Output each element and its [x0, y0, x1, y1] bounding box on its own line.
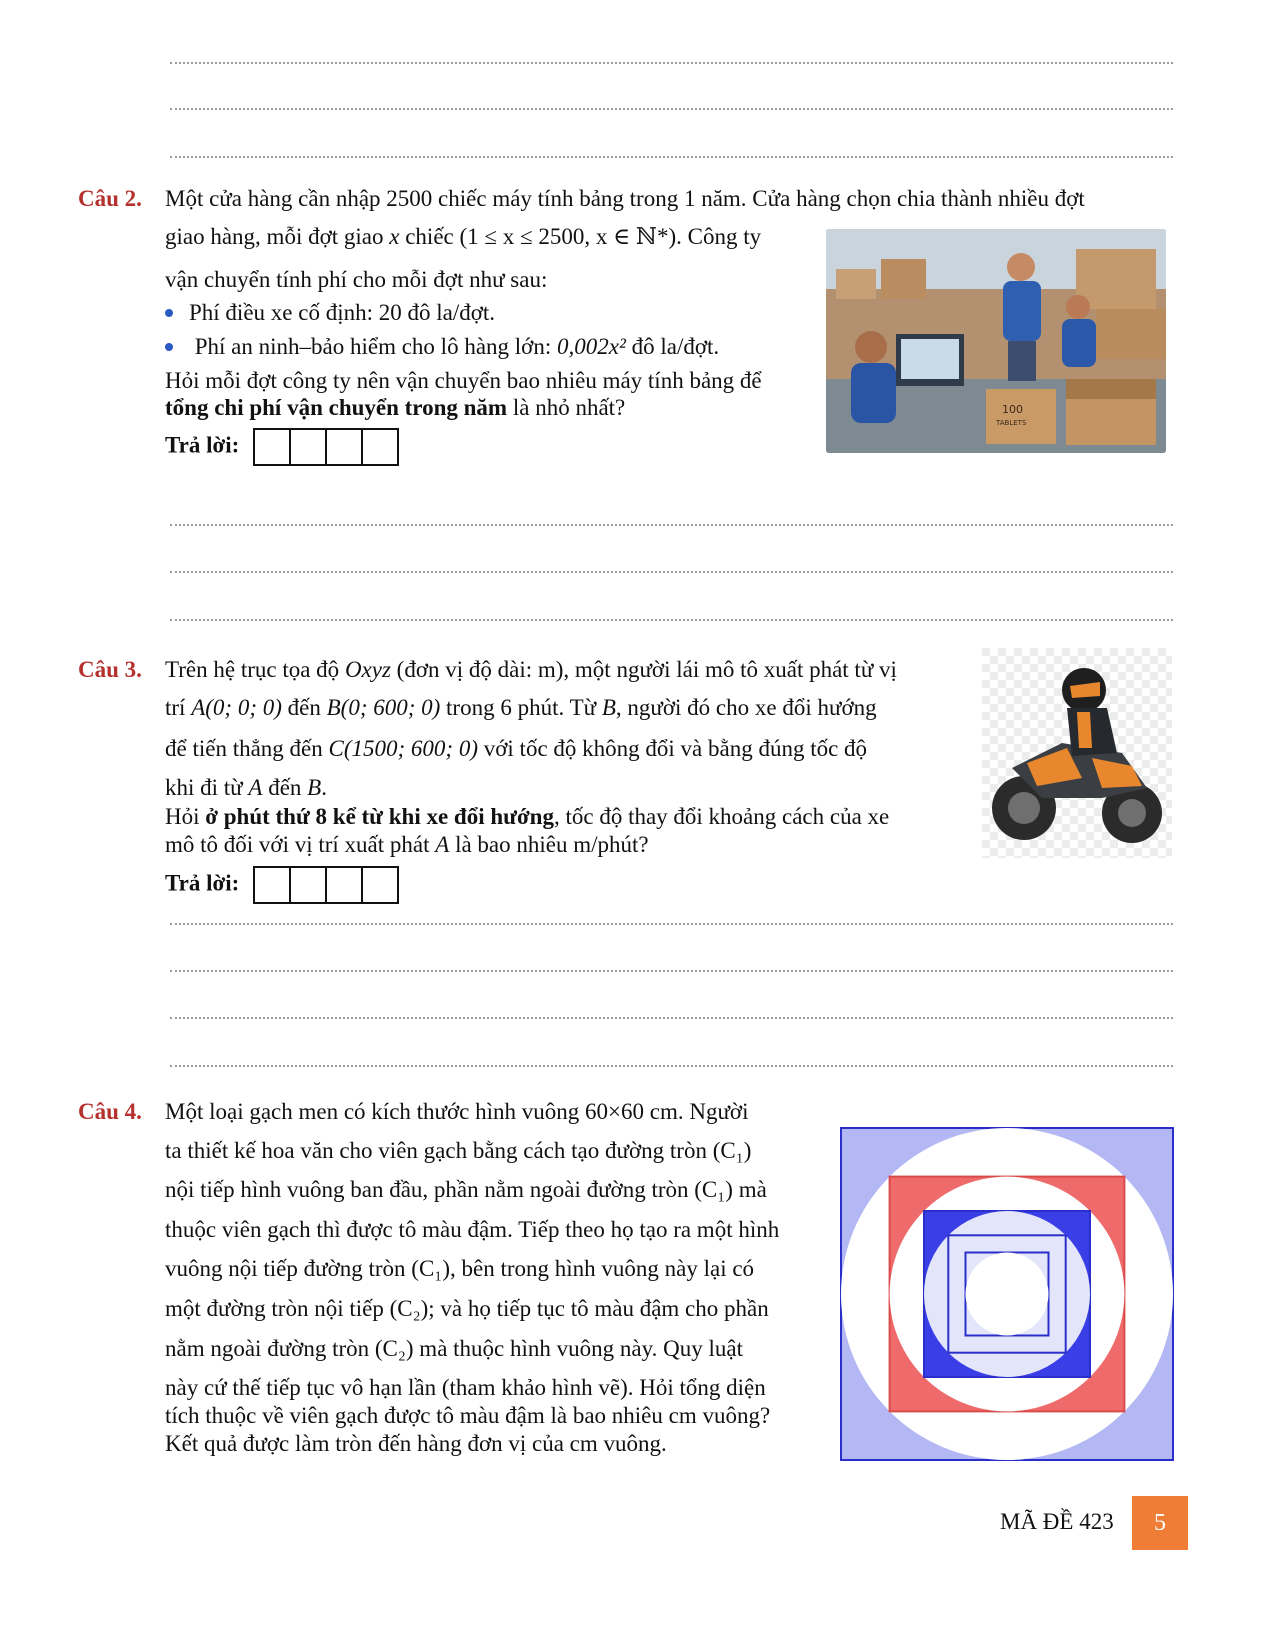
- q3-text: khi đi từ: [165, 775, 249, 800]
- answer-box[interactable]: [289, 866, 327, 904]
- q2-text: chiếc: [399, 224, 460, 249]
- dotted-line: [170, 1065, 1173, 1067]
- exam-code: MÃ ĐỀ 423: [1000, 1509, 1114, 1534]
- answer-box[interactable]: [289, 428, 327, 466]
- q3-line-5: [165, 802, 889, 832]
- question-3-label: Câu 3.: [78, 657, 142, 682]
- q2-question-line-2: [165, 393, 625, 423]
- dotted-line: [170, 571, 1173, 573]
- q2-bold-text: tổng chi phí vận chuyển trong năm: [165, 395, 508, 420]
- q2-text: Phí an ninh–bảo hiểm cho lô hàng lớn:: [194, 334, 557, 359]
- q2-text: đô la/đợt.: [625, 334, 720, 359]
- answer-box[interactable]: [325, 428, 363, 466]
- q4-line-1: Một loại gạch men có kích thước hình vuông 60×60 cm. Người: [165, 1099, 749, 1124]
- dotted-line: [170, 1017, 1173, 1019]
- motorcycle-illustration: [982, 648, 1172, 858]
- dotted-line: [170, 619, 1173, 621]
- q3-text: Trên hệ trục tọa độ: [165, 657, 345, 682]
- q2-question-line: Hỏi mỗi đợt công ty nên vận chuyển bao nhiêu máy tính bảng để: [165, 368, 762, 393]
- dotted-line: [170, 923, 1173, 925]
- q4-line-8: này cứ thế tiếp tục vô hạn lần (tham khảo hình vẽ). Hỏi tổng diện: [165, 1375, 766, 1400]
- dotted-line: [170, 970, 1173, 972]
- answer-box[interactable]: [361, 428, 399, 466]
- q4-line-2: ta thiết kế hoa văn cho viên gạch bằng cách tạo đường tròn (C₁): [165, 1138, 752, 1163]
- q4-line-3: nội tiếp hình vuông ban đầu, phần nằm ngoài đường tròn (C₁) mà: [165, 1177, 767, 1202]
- q4-line-7: nằm ngoài đường tròn (C₂) mà thuộc hình vuông này. Quy luật: [165, 1336, 743, 1361]
- q2-formula: 0,002x²: [556, 334, 626, 359]
- dotted-line: [170, 62, 1173, 64]
- q2-condition: (1 ≤ x ≤ 2500, x ∈ ℕ*): [459, 224, 677, 249]
- q3-var-A: A: [248, 775, 263, 800]
- q4-line-4: thuộc viên gạch thì được tô màu đậm. Tiếp theo họ tạo ra một hình: [165, 1217, 780, 1242]
- q3-text: với tốc độ không đổi và bằng đúng tốc độ: [478, 736, 868, 761]
- dotted-line: [170, 156, 1173, 158]
- answer-label: Trả lời:: [165, 432, 240, 458]
- q3-point-B: B(0; 600; 0): [326, 695, 441, 720]
- q2-var-x: x: [389, 224, 400, 249]
- q3-var-B: B: [601, 695, 616, 720]
- q3-var-A: A: [435, 832, 450, 857]
- q3-line-1: [165, 655, 897, 685]
- q3-text: trí: [165, 695, 192, 720]
- q4-line-10: Kết quả được làm tròn đến hàng đơn vị của cm vuông.: [165, 1431, 667, 1456]
- q3-text: Hỏi: [165, 804, 206, 829]
- q2-text: . Công ty: [676, 224, 762, 249]
- q2-bullet-2: [165, 332, 719, 362]
- dotted-line: [170, 524, 1173, 526]
- q3-point-C: C(1500; 600; 0): [328, 736, 478, 761]
- question-2-label: Câu 2.: [78, 186, 142, 211]
- answer-boxes: [253, 428, 397, 466]
- q2-line-1: Một cửa hàng cần nhập 2500 chiếc máy tính bảng trong 1 năm. Cửa hàng chọn chia thành nhiều đợt: [165, 186, 1085, 211]
- q3-line-6: [165, 830, 649, 860]
- q3-text: .: [321, 775, 327, 800]
- q3-text: để tiến thẳng đến: [165, 736, 329, 761]
- q3-text: mô tô đối với vị trí xuất phát: [165, 832, 436, 857]
- tile-diagram: [840, 1127, 1174, 1461]
- q3-text: đến: [262, 775, 308, 800]
- page-number-badge: 5: [1132, 1496, 1188, 1550]
- q2-answer-row: [165, 428, 397, 466]
- answer-box[interactable]: [361, 866, 399, 904]
- q3-text: là bao nhiêu m/phút?: [449, 832, 649, 857]
- q4-line-6: một đường tròn nội tiếp (C₂); và họ tiếp tục tô màu đậm cho phần: [165, 1296, 769, 1321]
- q3-var: Oxyz: [344, 657, 391, 682]
- warehouse-illustration: [826, 229, 1166, 453]
- q3-text: (đơn vị độ dài: m), một người lái mô tô xuất phát từ vị: [390, 657, 897, 682]
- q2-line-2: [165, 222, 761, 252]
- q2-bullet-1: Phí điều xe cố định: 20 đô la/đợt.: [165, 298, 495, 328]
- q3-answer-row: [165, 866, 397, 904]
- box-label-word: TABLETS: [996, 419, 1027, 427]
- answer-box[interactable]: [253, 866, 291, 904]
- answer-box[interactable]: [253, 428, 291, 466]
- tile-pattern-figure: [840, 1127, 1174, 1461]
- q3-text: , tốc độ thay đổi khoảng cách của xe: [553, 804, 890, 829]
- answer-boxes: [253, 866, 397, 904]
- circle-c5: [966, 1253, 1049, 1336]
- q3-point-A: A(0; 0; 0): [191, 695, 282, 720]
- box-label-number: 100: [1002, 403, 1023, 416]
- q2-text: là nhỏ nhất?: [507, 395, 626, 420]
- q3-text: trong 6 phút. Từ: [440, 695, 602, 720]
- q3-line-2: [165, 693, 877, 723]
- q3-var-B: B: [307, 775, 322, 800]
- q3-bold-text: ở phút thứ 8 kể từ khi xe đổi hướng: [205, 804, 554, 829]
- warehouse-image: [826, 229, 1166, 453]
- q3-line-3: [165, 734, 867, 764]
- dotted-line: [170, 108, 1173, 110]
- q4-line-5: vuông nội tiếp đường tròn (C₁), bên trong hình vuông này lại có: [165, 1256, 755, 1281]
- motorcycle-image: [982, 648, 1172, 858]
- answer-box[interactable]: [325, 866, 363, 904]
- question-4-label: Câu 4.: [78, 1099, 142, 1124]
- q2-line-3: vận chuyển tính phí cho mỗi đợt như sau:: [165, 267, 548, 292]
- q3-line-4: [165, 773, 327, 803]
- q2-text: giao hàng, mỗi đợt giao: [165, 224, 390, 249]
- answer-label: Trả lời:: [165, 870, 240, 896]
- q3-text: đến: [281, 695, 327, 720]
- q4-line-9: tích thuộc về viên gạch được tô màu đậm là bao nhiêu cm vuông?: [165, 1403, 771, 1428]
- q3-text: , người đó cho xe đổi hướng: [615, 695, 877, 720]
